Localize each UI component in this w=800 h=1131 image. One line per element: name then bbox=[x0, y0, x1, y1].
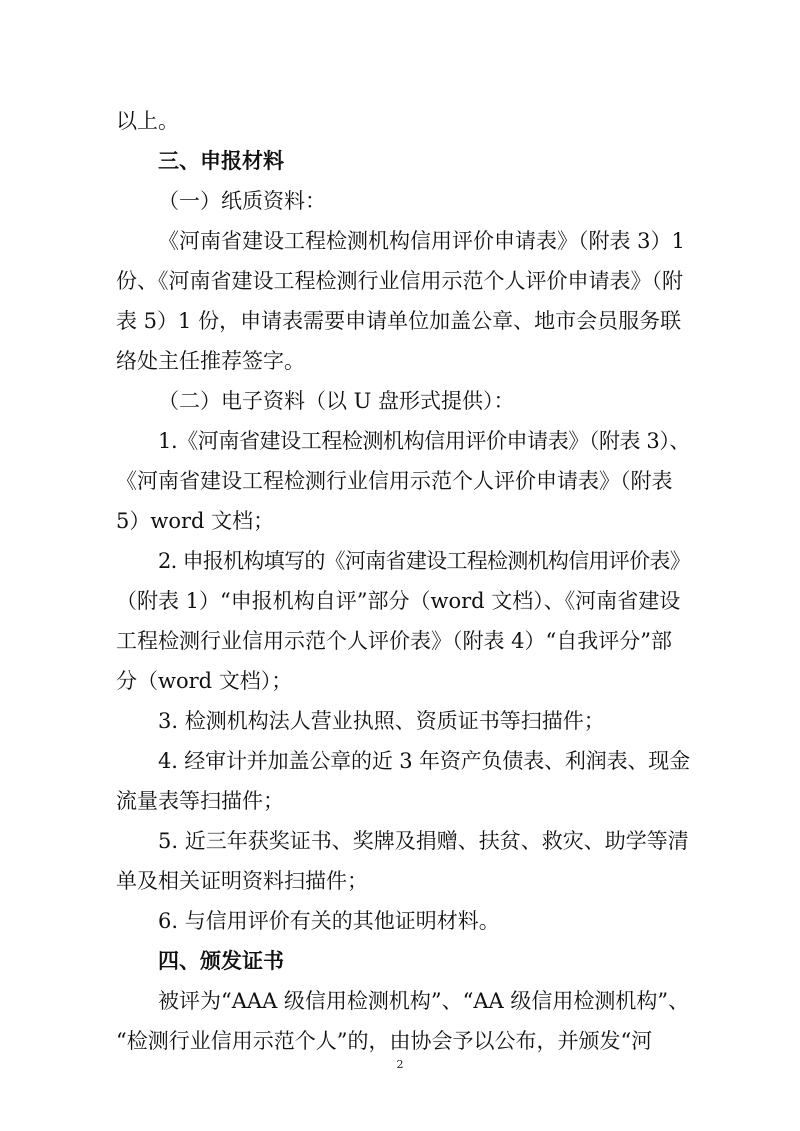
text-line: 工程检测行业信用示范个人评价表》（附表 4）“自我评分”部 bbox=[116, 629, 673, 653]
text-line: 1.《河南省建设工程检测机构信用评价申请表》（附表 3）、 bbox=[158, 429, 690, 453]
text-line: 2. 申报机构填写的《河南省建设工程检测机构信用评价表》 bbox=[158, 549, 690, 573]
section-heading: 四、颁发证书 bbox=[158, 949, 284, 973]
text-line: 3. 检测机构法人营业执照、资质证书等扫描件； bbox=[158, 709, 605, 733]
text-line: （二）电子资料（以 U 盘形式提供）： bbox=[158, 389, 515, 413]
text-line: 份、《河南省建设工程检测行业信用示范个人评价申请表》（附 bbox=[116, 269, 683, 293]
text-line: （附表 1）“申报机构自评”部分（word 文档）、《河南省建设 bbox=[116, 589, 681, 613]
text-line: 以上。 bbox=[116, 109, 179, 133]
page-number: 2 bbox=[396, 1058, 404, 1071]
text-line: 5. 近三年获奖证书、奖牌及捐赠、扶贫、救灾、助学等清 bbox=[158, 829, 689, 853]
text-line: “检测行业信用示范个人”的，由协会予以公布，并颁发“河 bbox=[116, 1029, 653, 1053]
text-line: 6. 与信用评价有关的其他证明材料。 bbox=[158, 909, 500, 933]
text-line: （一）纸质资料： bbox=[158, 189, 326, 213]
section-heading: 三、申报材料 bbox=[158, 149, 284, 173]
text-line: 表 5）1 份，申请表需要申请单位加盖公章、地市会员服务联 bbox=[116, 309, 682, 333]
text-line: 络处主任推荐签字。 bbox=[116, 349, 305, 373]
text-line: 5）word 文档； bbox=[116, 509, 275, 533]
text-line: 《河南省建设工程检测机构信用评价申请表》（附表 3）1 bbox=[158, 229, 685, 253]
text-line: 分（word 文档）； bbox=[116, 669, 293, 693]
text-line: 《河南省建设工程检测行业信用示范个人评价申请表》（附表 bbox=[116, 469, 673, 493]
text-line: 被评为“AAA 级信用检测机构”、“AA 级信用检测机构”、 bbox=[158, 989, 690, 1013]
text-line: 流量表等扫描件； bbox=[116, 789, 284, 813]
text-line: 4. 经审计并加盖公章的近 3 年资产负债表、利润表、现金 bbox=[158, 749, 690, 773]
text-line: 单及相关证明资料扫描件； bbox=[116, 869, 368, 893]
